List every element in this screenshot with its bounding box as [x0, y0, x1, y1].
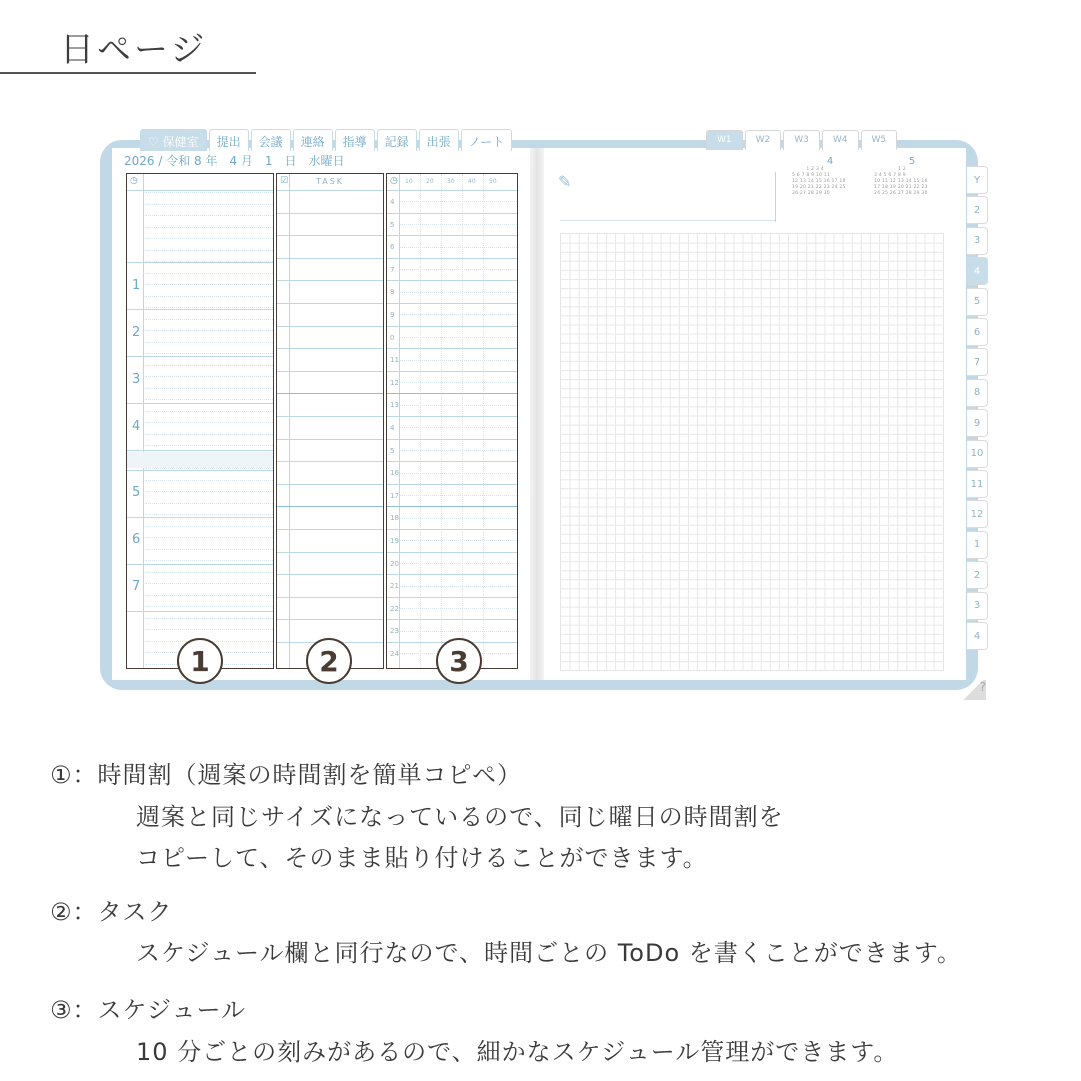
schedule-column	[386, 173, 518, 669]
row-line	[145, 526, 273, 527]
mini-calendar-row: 24 25 26 27 28 29 30	[874, 191, 928, 196]
clock-icon: ◷	[390, 176, 398, 186]
hour-label: 13	[390, 401, 399, 410]
task-row-line	[277, 461, 383, 462]
mini-calendar-row: 5 6 7 8 9 10 11	[792, 173, 831, 178]
top-tab[interactable]: ♡ 保健室	[140, 129, 207, 151]
mini-calendar-may	[874, 156, 950, 197]
minute-divider	[441, 174, 442, 668]
memo-divider	[775, 172, 776, 222]
minute-label: 30	[447, 178, 455, 185]
row-line	[145, 284, 273, 285]
task-label: TASK	[315, 177, 345, 186]
half-hour-line	[400, 608, 517, 609]
task-row-line	[277, 213, 383, 214]
top-tab[interactable]: 出張	[419, 129, 459, 151]
half-hour-line	[400, 495, 517, 496]
row-line	[145, 296, 273, 297]
top-tab[interactable]: ノート	[461, 129, 513, 151]
marker-2: 2	[306, 638, 352, 684]
side-month-tab[interactable]: 5	[967, 288, 988, 316]
week-tab[interactable]: W4	[822, 130, 859, 150]
mini-calendar-row: 19 20 21 22 23 24 25	[792, 185, 846, 190]
period-number: 2	[132, 325, 141, 340]
row-line	[145, 192, 273, 193]
period-line	[127, 450, 273, 451]
half-hour-line	[400, 201, 517, 202]
side-month-tab[interactable]: 2	[967, 196, 988, 224]
hour-line	[387, 393, 517, 394]
top-tab[interactable]: 会議	[251, 129, 291, 151]
column-divider	[289, 174, 290, 668]
period-number: 6	[132, 532, 141, 547]
item1-title: ①：時間割（週案の時間割を簡単コピペ）	[50, 761, 523, 789]
hour-line	[387, 348, 517, 349]
row-line	[145, 250, 273, 251]
row-line	[145, 595, 273, 596]
notebook-spine	[530, 148, 544, 680]
task-row-line	[277, 439, 383, 440]
hour-label: 5	[390, 220, 395, 229]
row-line	[145, 273, 273, 274]
half-hour-line	[400, 563, 517, 564]
row-line	[145, 618, 273, 619]
half-hour-line	[400, 427, 517, 428]
row-line	[145, 399, 273, 400]
row-line	[145, 238, 273, 239]
period-line	[127, 309, 273, 310]
minute-label: 40	[468, 178, 476, 185]
side-month-tab[interactable]: 7	[967, 348, 988, 376]
row-line	[145, 480, 273, 481]
mini-calendar-month: 4	[826, 156, 834, 167]
task-row-line	[277, 280, 383, 281]
task-row-line	[277, 597, 383, 598]
half-hour-line	[400, 247, 517, 248]
task-row-line	[277, 552, 383, 553]
task-row-line	[277, 348, 383, 349]
hour-line	[387, 619, 517, 620]
hour-line	[387, 416, 517, 417]
row-line	[145, 514, 273, 515]
task-row-line	[277, 258, 383, 259]
period-line	[127, 470, 273, 471]
side-month-tab[interactable]: 3	[967, 592, 988, 620]
marker-1: 1	[177, 638, 223, 684]
row-line	[145, 365, 273, 366]
side-month-tab[interactable]: 6	[967, 318, 988, 346]
hour-line	[387, 303, 517, 304]
week-tab[interactable]: W2	[745, 130, 782, 150]
top-tab[interactable]: 記録	[377, 129, 417, 151]
item3-line1: 10 分ごとの刻みがあるので、細かなスケジュール管理ができます。	[136, 1038, 899, 1066]
minute-divider	[462, 174, 463, 668]
side-month-tab[interactable]: 9	[967, 409, 988, 437]
hour-label: 4	[390, 198, 395, 206]
period-number: 4	[132, 419, 141, 434]
side-month-tab[interactable]: 11	[967, 470, 988, 498]
column-divider	[143, 174, 144, 668]
side-month-tab[interactable]: 1	[967, 531, 988, 559]
half-hour-line	[400, 450, 517, 451]
top-tab[interactable]: 指導	[335, 129, 375, 151]
row-line	[145, 549, 273, 550]
help-icon[interactable]: ?	[960, 680, 986, 700]
minute-divider	[420, 174, 421, 668]
hour-line	[387, 213, 517, 214]
hour-label: 20	[390, 559, 399, 568]
hour-line	[387, 597, 517, 598]
period-line	[127, 517, 273, 518]
top-tab[interactable]: 連絡	[293, 129, 333, 151]
row-line	[145, 388, 273, 389]
row-line	[145, 503, 273, 504]
mini-calendar-row: 12 13 14 15 16 17 18	[792, 179, 846, 184]
period-number: 5	[132, 485, 141, 500]
task-row-line	[277, 506, 383, 507]
task-row-line	[277, 393, 383, 394]
hour-label: 12	[390, 378, 399, 387]
checkbox-icon: ☑	[280, 176, 289, 186]
mini-calendar-row: 10 11 12 13 14 15 16	[874, 179, 928, 184]
task-row-line	[277, 303, 383, 304]
row-line	[145, 537, 273, 538]
task-row-line	[277, 235, 383, 236]
mini-calendar-row: 3 4 5 6 7 8 9	[874, 173, 906, 178]
hour-line	[387, 574, 517, 575]
period-number: 3	[132, 372, 141, 387]
row-line	[145, 434, 273, 435]
row-line	[145, 629, 273, 630]
period-line	[127, 190, 273, 191]
period-number: 7	[132, 579, 141, 594]
row-line	[145, 606, 273, 607]
task-row-line	[277, 326, 383, 327]
hour-label: 0	[390, 333, 395, 342]
task-row-line	[277, 574, 383, 575]
mini-calendar-row: 26 27 28 29 30	[792, 191, 830, 196]
side-month-tab[interactable]: 10	[967, 440, 988, 468]
timetable-column	[126, 173, 274, 669]
hour-line	[387, 190, 517, 191]
hour-line	[387, 326, 517, 327]
item3-title: ③：スケジュール	[50, 996, 247, 1024]
hour-divider	[399, 174, 400, 668]
period-line	[127, 564, 273, 565]
hour-label: 5	[390, 446, 395, 455]
row-line	[145, 319, 273, 320]
hour-label: 7	[390, 265, 395, 274]
task-row-line	[277, 371, 383, 372]
minute-label: 10	[405, 178, 413, 185]
row-line	[145, 353, 273, 354]
half-hour-line	[400, 586, 517, 587]
row-line	[145, 307, 273, 308]
hour-line	[387, 235, 517, 236]
half-hour-line	[400, 314, 517, 315]
hour-line	[387, 461, 517, 462]
half-hour-line	[400, 269, 517, 270]
side-month-tab[interactable]: 4	[967, 622, 988, 650]
half-hour-line	[400, 518, 517, 519]
half-hour-line	[400, 224, 517, 225]
period-line	[127, 262, 273, 263]
side-month-tab[interactable]: 2	[967, 561, 988, 589]
hour-line	[387, 484, 517, 485]
half-hour-line	[400, 631, 517, 632]
row-line	[145, 411, 273, 412]
mini-calendar-row: 1 2	[874, 167, 906, 172]
half-hour-line	[400, 360, 517, 361]
clock-icon: ◷	[130, 176, 138, 186]
mini-calendar-month: 5	[908, 156, 916, 167]
hour-label: 16	[390, 469, 399, 478]
hour-label: 9	[390, 311, 395, 319]
title-underline	[0, 72, 256, 74]
period-line	[127, 356, 273, 357]
task-row-line	[277, 619, 383, 620]
row-line	[145, 583, 273, 584]
task-row-line	[277, 416, 383, 417]
mini-calendar-row: 17 18 19 20 21 22 23	[874, 185, 928, 190]
hour-label: 19	[390, 537, 399, 545]
task-column	[276, 173, 384, 669]
hour-label: 11	[390, 356, 399, 365]
row-line	[145, 468, 273, 469]
half-hour-line	[400, 405, 517, 406]
task-row-line	[277, 529, 383, 530]
week-tab[interactable]: W3	[783, 130, 820, 150]
side-month-tab[interactable]: 12	[967, 500, 988, 528]
note-grid	[560, 233, 944, 671]
hour-line	[387, 439, 517, 440]
mini-calendar-april	[792, 156, 868, 197]
minute-label: 20	[426, 178, 434, 185]
minute-divider	[483, 174, 484, 668]
row-line	[145, 491, 273, 492]
week-tab[interactable]: W5	[861, 130, 898, 150]
row-line	[145, 204, 273, 205]
side-month-tab[interactable]: 3	[967, 227, 988, 255]
item1-line1: 週案と同じサイズになっているので、同じ曜日の時間割を	[136, 803, 784, 831]
row-line	[145, 445, 273, 446]
page-title: 日ページ	[60, 30, 208, 70]
task-row-line	[277, 484, 383, 485]
row-line	[145, 376, 273, 377]
hour-label: 24	[390, 650, 399, 658]
date-line: 2026 / 令和 8 年 4 月 1 日 水曜日	[124, 154, 345, 168]
item1-line2: コピーして、そのまま貼り付けることができます。	[136, 844, 708, 872]
half-hour-line	[400, 337, 517, 338]
hour-label: 4	[390, 424, 395, 432]
hour-line	[387, 552, 517, 553]
hour-line	[387, 506, 517, 507]
row-line	[145, 572, 273, 573]
period-line	[127, 403, 273, 404]
row-line	[145, 227, 273, 228]
hour-label: 8	[390, 288, 395, 297]
marker-3: 3	[436, 638, 482, 684]
item2-line1: スケジュール欄と同行なので、時間ごとの ToDo を書くことができます。	[136, 939, 962, 967]
row-line	[145, 342, 273, 343]
week-tab-bar	[706, 130, 897, 150]
half-hour-line	[400, 382, 517, 383]
hour-line	[387, 280, 517, 281]
minute-label: 50	[489, 178, 497, 185]
hour-line	[387, 258, 517, 259]
item2-title: ②：タスク	[50, 898, 173, 926]
row-line	[145, 215, 273, 216]
hour-label: 6	[390, 243, 395, 252]
hour-label: 22	[390, 604, 399, 613]
top-tab[interactable]: 提出	[209, 129, 249, 151]
side-month-tab[interactable]: 4	[967, 257, 988, 285]
row-line	[145, 422, 273, 423]
hour-line	[387, 371, 517, 372]
task-row-line	[277, 190, 383, 191]
hour-label: 18	[390, 514, 399, 523]
hour-label: 23	[390, 627, 399, 636]
hour-line	[387, 529, 517, 530]
period-number: 1	[132, 278, 141, 293]
side-month-tab[interactable]: 8	[967, 379, 988, 407]
half-hour-line	[400, 292, 517, 293]
memo-underline	[560, 220, 775, 221]
break-band	[127, 452, 273, 468]
period-line	[127, 611, 273, 612]
row-line	[145, 560, 273, 561]
mini-calendar-row: 1 2 3 4	[792, 167, 824, 172]
week-tab[interactable]: W1	[706, 130, 743, 150]
hour-label: 21	[390, 582, 399, 591]
half-hour-line	[400, 473, 517, 474]
half-hour-line	[400, 540, 517, 541]
pencil-icon: ✎	[558, 172, 572, 191]
side-month-tab[interactable]: Y	[967, 166, 988, 194]
row-line	[145, 330, 273, 331]
top-tab-bar	[140, 129, 512, 151]
hour-label: 17	[390, 491, 399, 500]
